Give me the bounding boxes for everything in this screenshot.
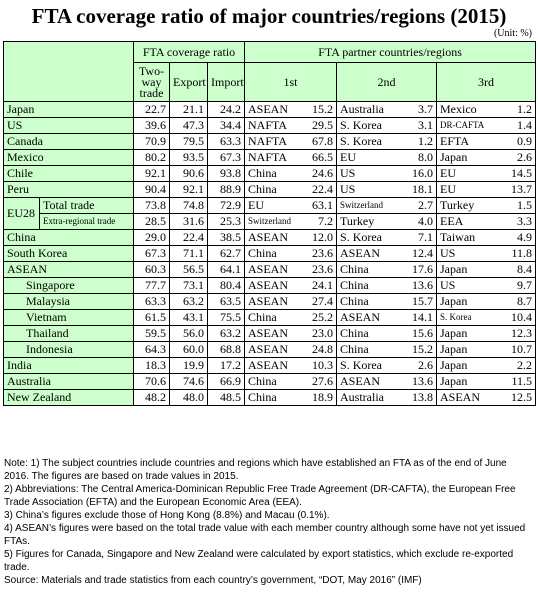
- row-label: US: [4, 118, 134, 134]
- row-label: Japan: [4, 102, 134, 118]
- table-row: [4, 262, 536, 278]
- cell-share-2: 12.4: [405, 246, 437, 262]
- cell-partner-3: Japan: [437, 150, 501, 166]
- cell-two-way: 92.1: [134, 166, 170, 182]
- cell-share-3: 11.8: [501, 246, 536, 262]
- cell-share-1: 24.6: [305, 166, 337, 182]
- cell-partner-2: US: [337, 166, 405, 182]
- cell-import: 17.2: [208, 358, 245, 374]
- cell-export: 93.5: [170, 150, 208, 166]
- cell-share-2: 17.6: [405, 262, 437, 278]
- cell-import: 88.9: [208, 182, 245, 198]
- cell-partner-3: US: [437, 246, 501, 262]
- cell-export: 63.2: [170, 294, 208, 310]
- cell-import: 34.4: [208, 118, 245, 134]
- row-label-eu28: EU28: [4, 198, 40, 230]
- row-label: India: [4, 358, 134, 374]
- cell-partner-2: China: [337, 342, 405, 358]
- cell-partner-1: ASEAN: [245, 102, 305, 118]
- table-row: [4, 134, 536, 150]
- row-label: South Korea: [4, 246, 134, 262]
- cell-share-2: 7.1: [405, 230, 437, 246]
- cell-share-2: 2.7: [405, 198, 437, 214]
- cell-import: 67.3: [208, 150, 245, 166]
- cell-share-1: 67.8: [305, 134, 337, 150]
- cell-partner-3: Japan: [437, 374, 501, 390]
- cell-share-1: 27.4: [305, 294, 337, 310]
- cell-partner-3: Turkey: [437, 198, 501, 214]
- cell-share-1: 25.2: [305, 310, 337, 326]
- cell-import: 48.5: [208, 390, 245, 406]
- cell-partner-3: ASEAN: [437, 390, 501, 406]
- cell-two-way: 64.3: [134, 342, 170, 358]
- cell-two-way: 70.6: [134, 374, 170, 390]
- cell-partner-3: Japan: [437, 326, 501, 342]
- cell-partner-2: S. Korea: [337, 118, 405, 134]
- cell-partner-3: Japan: [437, 358, 501, 374]
- table-row: [4, 118, 536, 134]
- cell-import: 38.5: [208, 230, 245, 246]
- cell-share-3: 14.5: [501, 166, 536, 182]
- cell-export: 43.1: [170, 310, 208, 326]
- table-row: [4, 374, 536, 390]
- cell-export: 92.1: [170, 182, 208, 198]
- cell-partner-2: Switzerland: [337, 198, 405, 214]
- cell-two-way: 61.5: [134, 310, 170, 326]
- cell-share-1: 7.2: [305, 214, 337, 230]
- cell-partner-1: ASEAN: [245, 230, 305, 246]
- cell-share-3: 8.4: [501, 262, 536, 278]
- header-second: 2nd: [337, 63, 437, 102]
- cell-export: 90.6: [170, 166, 208, 182]
- cell-share-2: 15.2: [405, 342, 437, 358]
- cell-export: 73.1: [170, 278, 208, 294]
- cell-partner-1: ASEAN: [245, 262, 305, 278]
- cell-share-3: 10.4: [501, 310, 536, 326]
- header-partners: FTA partner countries/regions: [245, 42, 536, 63]
- cell-share-2: 15.6: [405, 326, 437, 342]
- cell-partner-3: DR-CAFTA: [437, 118, 501, 134]
- cell-share-3: 8.7: [501, 294, 536, 310]
- row-label: ASEAN: [4, 262, 134, 278]
- cell-import: 66.9: [208, 374, 245, 390]
- note-line: 5) Figures for Canada, Singapore and New Zealand were calculated by export statistics, which exclude re-exported trade.: [4, 549, 514, 573]
- cell-share-2: 8.0: [405, 150, 437, 166]
- cell-share-3: 10.7: [501, 342, 536, 358]
- cell-import: 24.2: [208, 102, 245, 118]
- table-row: [4, 198, 536, 214]
- cell-import: 75.5: [208, 310, 245, 326]
- cell-partner-3: Japan: [437, 294, 501, 310]
- unit-label: (Unit: %): [493, 28, 532, 39]
- table-row: [4, 246, 536, 262]
- row-label: Total trade: [40, 198, 134, 214]
- note-line: Source: Materials and trade statistics from each country’s government, “DOT, May 2016” (IMF): [4, 575, 422, 586]
- cell-export: 71.1: [170, 246, 208, 262]
- row-label: Extra-regional trade: [40, 214, 134, 230]
- cell-two-way: 48.2: [134, 390, 170, 406]
- cell-partner-3: EEA: [437, 214, 501, 230]
- table-row: [4, 102, 536, 118]
- cell-share-3: 2.2: [501, 358, 536, 374]
- note-line: Note: 1) The subject countries include countries and regions which have established an FTA as of the end of June 2016. The figures are based on trade values in 2015.: [4, 458, 507, 482]
- table-row: [4, 342, 536, 358]
- cell-share-3: 12.3: [501, 326, 536, 342]
- cell-import: 63.2: [208, 326, 245, 342]
- cell-share-3: 12.5: [501, 390, 536, 406]
- row-label: Mexico: [4, 150, 134, 166]
- cell-share-2: 15.7: [405, 294, 437, 310]
- row-label: Indonesia: [4, 342, 134, 358]
- cell-two-way: 22.7: [134, 102, 170, 118]
- cell-share-3: 4.9: [501, 230, 536, 246]
- table-row: [4, 214, 536, 230]
- cell-partner-1: China: [245, 182, 305, 198]
- cell-share-1: 22.4: [305, 182, 337, 198]
- header-first: 1st: [245, 63, 337, 102]
- row-label: Thailand: [4, 326, 134, 342]
- cell-share-3: 1.5: [501, 198, 536, 214]
- table-row: [4, 278, 536, 294]
- cell-partner-1: ASEAN: [245, 294, 305, 310]
- note-line: 3) China’s figures exclude those of Hong Kong (8.8%) and Macau (0.1%).: [4, 510, 330, 521]
- cell-two-way: 90.4: [134, 182, 170, 198]
- cell-export: 19.9: [170, 358, 208, 374]
- cell-share-2: 13.6: [405, 278, 437, 294]
- cell-partner-1: China: [245, 246, 305, 262]
- cell-share-1: 10.3: [305, 358, 337, 374]
- row-label: Canada: [4, 134, 134, 150]
- cell-export: 56.5: [170, 262, 208, 278]
- cell-export: 74.6: [170, 374, 208, 390]
- cell-share-1: 24.1: [305, 278, 337, 294]
- cell-import: 63.5: [208, 294, 245, 310]
- header-coverage: FTA coverage ratio: [134, 42, 245, 63]
- cell-share-2: 14.1: [405, 310, 437, 326]
- table-row: [4, 390, 536, 406]
- cell-two-way: 59.5: [134, 326, 170, 342]
- cell-share-1: 23.6: [305, 246, 337, 262]
- notes: [4, 457, 534, 587]
- cell-import: 93.8: [208, 166, 245, 182]
- cell-partner-3: Japan: [437, 262, 501, 278]
- table-row: [4, 310, 536, 326]
- table-row: [4, 230, 536, 246]
- cell-share-3: 11.5: [501, 374, 536, 390]
- cell-partner-2: China: [337, 278, 405, 294]
- cell-partner-1: China: [245, 310, 305, 326]
- cell-partner-2: Australia: [337, 390, 405, 406]
- row-label: Singapore: [4, 278, 134, 294]
- cell-share-1: 27.6: [305, 374, 337, 390]
- cell-import: 72.9: [208, 198, 245, 214]
- header-import: Import: [208, 63, 245, 102]
- table-row: [4, 326, 536, 342]
- cell-partner-2: S. Korea: [337, 134, 405, 150]
- cell-two-way: 18.3: [134, 358, 170, 374]
- cell-partner-3: EU: [437, 182, 501, 198]
- cell-partner-3: Japan: [437, 342, 501, 358]
- cell-partner-1: ASEAN: [245, 358, 305, 374]
- cell-two-way: 28.5: [134, 214, 170, 230]
- cell-two-way: 39.6: [134, 118, 170, 134]
- cell-share-2: 1.2: [405, 134, 437, 150]
- cell-partner-2: ASEAN: [337, 246, 405, 262]
- cell-import: 25.3: [208, 214, 245, 230]
- header-export: Export: [170, 63, 208, 102]
- cell-partner-1: EU: [245, 198, 305, 214]
- cell-partner-1: China: [245, 390, 305, 406]
- cell-partner-2: ASEAN: [337, 374, 405, 390]
- cell-partner-3: US: [437, 278, 501, 294]
- cell-two-way: 80.2: [134, 150, 170, 166]
- cell-partner-2: China: [337, 262, 405, 278]
- cell-share-1: 63.1: [305, 198, 337, 214]
- page-title: FTA coverage ratio of major countries/regions (2015): [31, 4, 507, 28]
- cell-partner-3: Mexico: [437, 102, 501, 118]
- cell-partner-1: NAFTA: [245, 150, 305, 166]
- cell-partner-3: Taiwan: [437, 230, 501, 246]
- cell-share-2: 3.7: [405, 102, 437, 118]
- cell-partner-1: China: [245, 166, 305, 182]
- cell-partner-3: EU: [437, 166, 501, 182]
- cell-partner-2: S. Korea: [337, 230, 405, 246]
- cell-share-2: 4.0: [405, 214, 437, 230]
- cell-share-3: 9.7: [501, 278, 536, 294]
- cell-partner-1: Switzerland: [245, 214, 305, 230]
- row-label: China: [4, 230, 134, 246]
- cell-export: 21.1: [170, 102, 208, 118]
- cell-export: 22.4: [170, 230, 208, 246]
- table-row: [4, 166, 536, 182]
- header-third: 3rd: [437, 63, 536, 102]
- cell-share-3: 2.6: [501, 150, 536, 166]
- cell-export: 48.0: [170, 390, 208, 406]
- row-label: Chile: [4, 166, 134, 182]
- cell-share-2: 2.6: [405, 358, 437, 374]
- cell-share-3: 1.2: [501, 102, 536, 118]
- cell-share-1: 29.5: [305, 118, 337, 134]
- table-row: [4, 150, 536, 166]
- cell-partner-2: S. Korea: [337, 358, 405, 374]
- cell-share-1: 24.8: [305, 342, 337, 358]
- cell-export: 60.0: [170, 342, 208, 358]
- cell-partner-1: NAFTA: [245, 118, 305, 134]
- cell-partner-2: Turkey: [337, 214, 405, 230]
- header-corner: [4, 42, 134, 102]
- cell-two-way: 73.8: [134, 198, 170, 214]
- cell-import: 68.8: [208, 342, 245, 358]
- cell-two-way: 77.7: [134, 278, 170, 294]
- header-two-way: Two-way trade: [134, 63, 170, 102]
- cell-export: 79.5: [170, 134, 208, 150]
- cell-share-2: 3.1: [405, 118, 437, 134]
- cell-two-way: 63.3: [134, 294, 170, 310]
- cell-export: 31.6: [170, 214, 208, 230]
- cell-share-3: 3.3: [501, 214, 536, 230]
- cell-share-3: 0.9: [501, 134, 536, 150]
- cell-import: 63.3: [208, 134, 245, 150]
- cell-share-2: 13.8: [405, 390, 437, 406]
- cell-share-2: 18.1: [405, 182, 437, 198]
- note-line: 2) Abbreviations: The Central America-Dominican Republic Free Trade Agreement (DR-CAFTA), the European Free Trade Association (EFTA) and the European Economic Area (EEA).: [4, 484, 516, 508]
- row-label: New Zealand: [4, 390, 134, 406]
- header-row-1: [4, 42, 536, 63]
- cell-export: 47.3: [170, 118, 208, 134]
- cell-share-1: 23.0: [305, 326, 337, 342]
- cell-partner-2: US: [337, 182, 405, 198]
- table-row: [4, 182, 536, 198]
- cell-partner-2: ASEAN: [337, 310, 405, 326]
- cell-partner-2: China: [337, 326, 405, 342]
- note-line: 4) ASEAN’s figures were based on the total trade value with each member country although some have not yet issued FTAs.: [4, 523, 526, 547]
- cell-two-way: 60.3: [134, 262, 170, 278]
- cell-partner-1: China: [245, 374, 305, 390]
- cell-import: 64.1: [208, 262, 245, 278]
- table-row: [4, 358, 536, 374]
- cell-partner-3: S. Korea: [437, 310, 501, 326]
- cell-export: 74.8: [170, 198, 208, 214]
- cell-import: 80.4: [208, 278, 245, 294]
- cell-partner-1: ASEAN: [245, 342, 305, 358]
- cell-partner-2: China: [337, 294, 405, 310]
- cell-two-way: 29.0: [134, 230, 170, 246]
- cell-import: 62.7: [208, 246, 245, 262]
- row-label: Australia: [4, 374, 134, 390]
- cell-share-2: 16.0: [405, 166, 437, 182]
- cell-partner-1: ASEAN: [245, 326, 305, 342]
- row-label: Malaysia: [4, 294, 134, 310]
- cell-share-1: 18.9: [305, 390, 337, 406]
- cell-share-1: 23.6: [305, 262, 337, 278]
- cell-two-way: 67.3: [134, 246, 170, 262]
- cell-partner-3: EFTA: [437, 134, 501, 150]
- row-label: Vietnam: [4, 310, 134, 326]
- cell-share-1: 15.2: [305, 102, 337, 118]
- cell-partner-1: ASEAN: [245, 278, 305, 294]
- cell-share-1: 12.0: [305, 230, 337, 246]
- cell-share-1: 66.5: [305, 150, 337, 166]
- cell-partner-1: NAFTA: [245, 134, 305, 150]
- cell-two-way: 70.9: [134, 134, 170, 150]
- cell-partner-2: EU: [337, 150, 405, 166]
- cell-export: 56.0: [170, 326, 208, 342]
- cell-partner-2: Australia: [337, 102, 405, 118]
- cell-share-3: 13.7: [501, 182, 536, 198]
- row-label: Peru: [4, 182, 134, 198]
- cell-share-2: 13.6: [405, 374, 437, 390]
- cell-share-3: 1.4: [501, 118, 536, 134]
- fta-table: [3, 41, 536, 406]
- table-row: [4, 294, 536, 310]
